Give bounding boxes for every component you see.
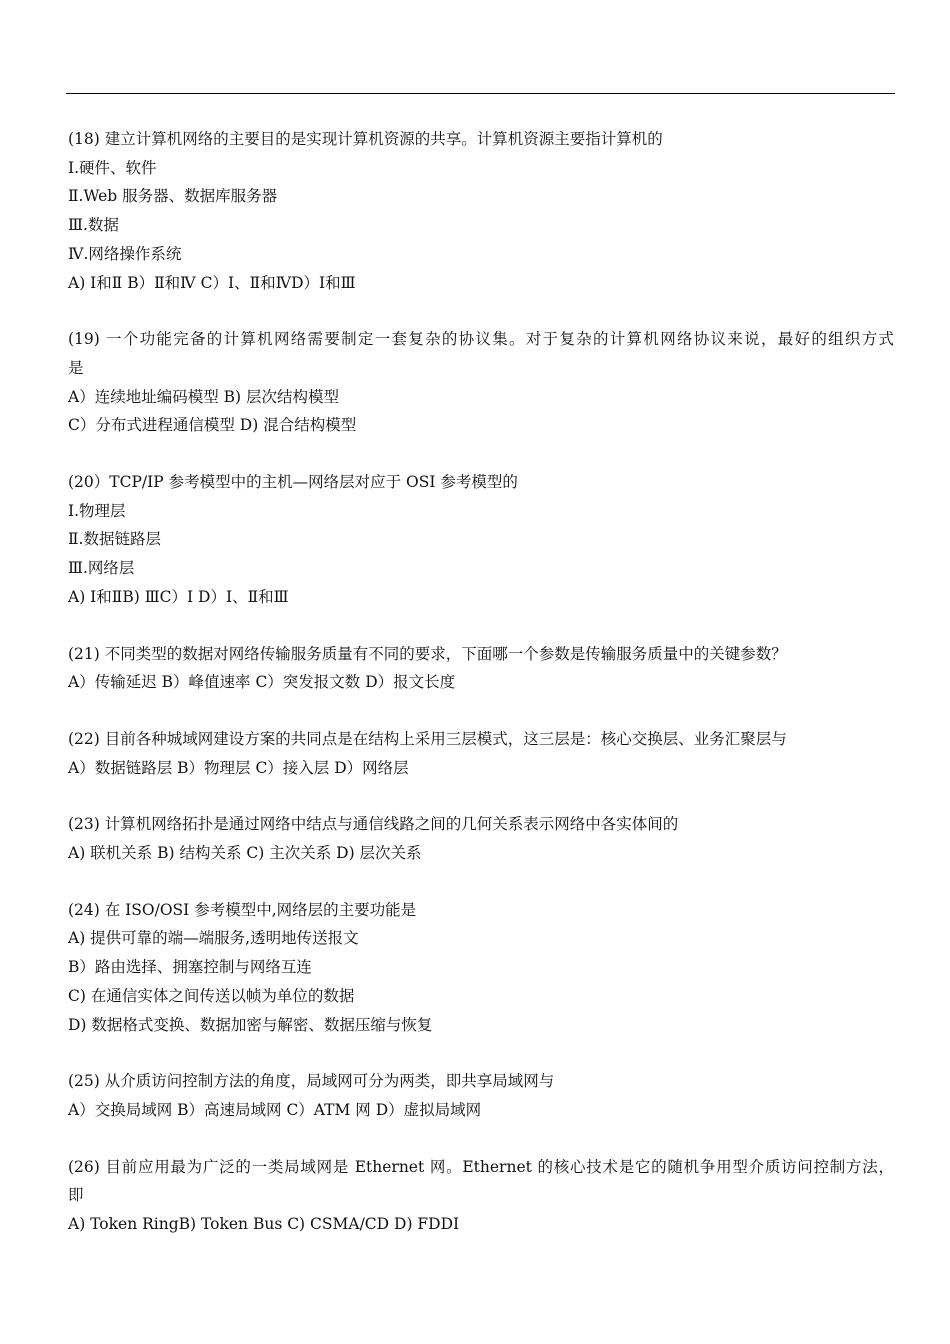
question-20 — [68, 468, 894, 612]
answer-choices: A) 联机关系 B) 结构关系 C) 主次关系 D) 层次关系 — [68, 844, 422, 863]
question-stem: (22) 目前各种城域网建设方案的共同点是在结构上采用三层模式，这三层是：核心交换层、业务汇聚层与 — [68, 729, 787, 748]
option-line: Ⅳ.网络操作系统 — [68, 244, 182, 263]
answer-choices: A）连续地址编码模型 B) 层次结构模型 — [68, 387, 339, 406]
answer-choices: C) 在通信实体之间传送以帧为单位的数据 — [68, 986, 355, 1005]
header-rule — [66, 93, 895, 94]
question-stem-continued: 是 — [68, 358, 84, 377]
answer-choices: A) 提供可靠的端—端服务,透明地传送报文 — [68, 929, 359, 948]
question-24 — [68, 896, 894, 1040]
answer-choices: B）路由选择、拥塞控制与网络互连 — [68, 958, 312, 977]
option-line: Ⅱ.数据链路层 — [68, 530, 161, 549]
question-stem: (19) 一个功能完备的计算机网络需要制定一套复杂的协议集。对于复杂的计算机网络协议来说，最好的组织方式 — [68, 330, 894, 349]
option-line: Ⅱ.Web 服务器、数据库服务器 — [68, 187, 278, 206]
answer-choices: A) Ⅰ和Ⅱ B）Ⅱ和Ⅳ C）Ⅰ、Ⅱ和ⅣD）Ⅰ和Ⅲ — [68, 273, 356, 292]
question-23 — [68, 810, 894, 867]
answer-choices: A) Token RingB) Token Bus C) CSMA/CD D) FDDI — [68, 1215, 460, 1234]
option-line: Ⅲ.网络层 — [68, 559, 135, 578]
question-25 — [68, 1067, 894, 1124]
question-stem: (26) 目前应用最为广泛的一类局域网是 Ethernet 网。Ethernet 的核心技术是它的随机争用型介质访问控制方法， — [68, 1157, 894, 1176]
question-stem: (25) 从介质访问控制方法的角度，局域网可分为两类，即共享局域网与 — [68, 1072, 555, 1091]
question-19 — [68, 325, 894, 440]
question-stem: (21) 不同类型的数据对网络传输服务质量有不同的要求，下面哪一个参数是传输服务质量中的关键参数？ — [68, 644, 787, 663]
question-26 — [68, 1153, 894, 1239]
question-18 — [68, 125, 894, 297]
answer-choices: A）数据链路层 B）物理层 C）接入层 D）网络层 — [68, 758, 409, 777]
question-stem: (20）TCP/IP 参考模型中的主机—网络层对应于 OSI 参考模型的 — [68, 473, 518, 492]
option-line: Ⅰ.硬件、软件 — [68, 158, 157, 177]
question-21 — [68, 640, 894, 697]
question-22 — [68, 725, 894, 782]
question-stem: (23) 计算机网络拓扑是通过网络中结点与通信线路之间的几何关系表示网络中各实体间的 — [68, 815, 679, 834]
question-stem: (18) 建立计算机网络的主要目的是实现计算机资源的共享。计算机资源主要指计算机的 — [68, 130, 663, 148]
question-stem-continued: 即 — [68, 1186, 84, 1205]
answer-choices: C）分布式进程通信模型 D) 混合结构模型 — [68, 416, 357, 435]
answer-choices: A）传输延迟 B）峰值速率 C）突发报文数 D）报文长度 — [68, 673, 456, 692]
question-list — [68, 125, 894, 1267]
answer-choices: A）交换局域网 B）高速局域网 C）ATM 网 D）虚拟局域网 — [68, 1100, 482, 1119]
question-stem: (24) 在 ISO/OSI 参考模型中,网络层的主要功能是 — [68, 900, 417, 919]
answer-choices: A) Ⅰ和ⅡB) ⅢC）Ⅰ D）Ⅰ、Ⅱ和Ⅲ — [68, 587, 289, 606]
option-line: Ⅲ.数据 — [68, 216, 119, 235]
answer-choices: D) 数据格式变换、数据加密与解密、数据压缩与恢复 — [68, 1015, 433, 1034]
option-line: Ⅰ.物理层 — [68, 501, 126, 520]
